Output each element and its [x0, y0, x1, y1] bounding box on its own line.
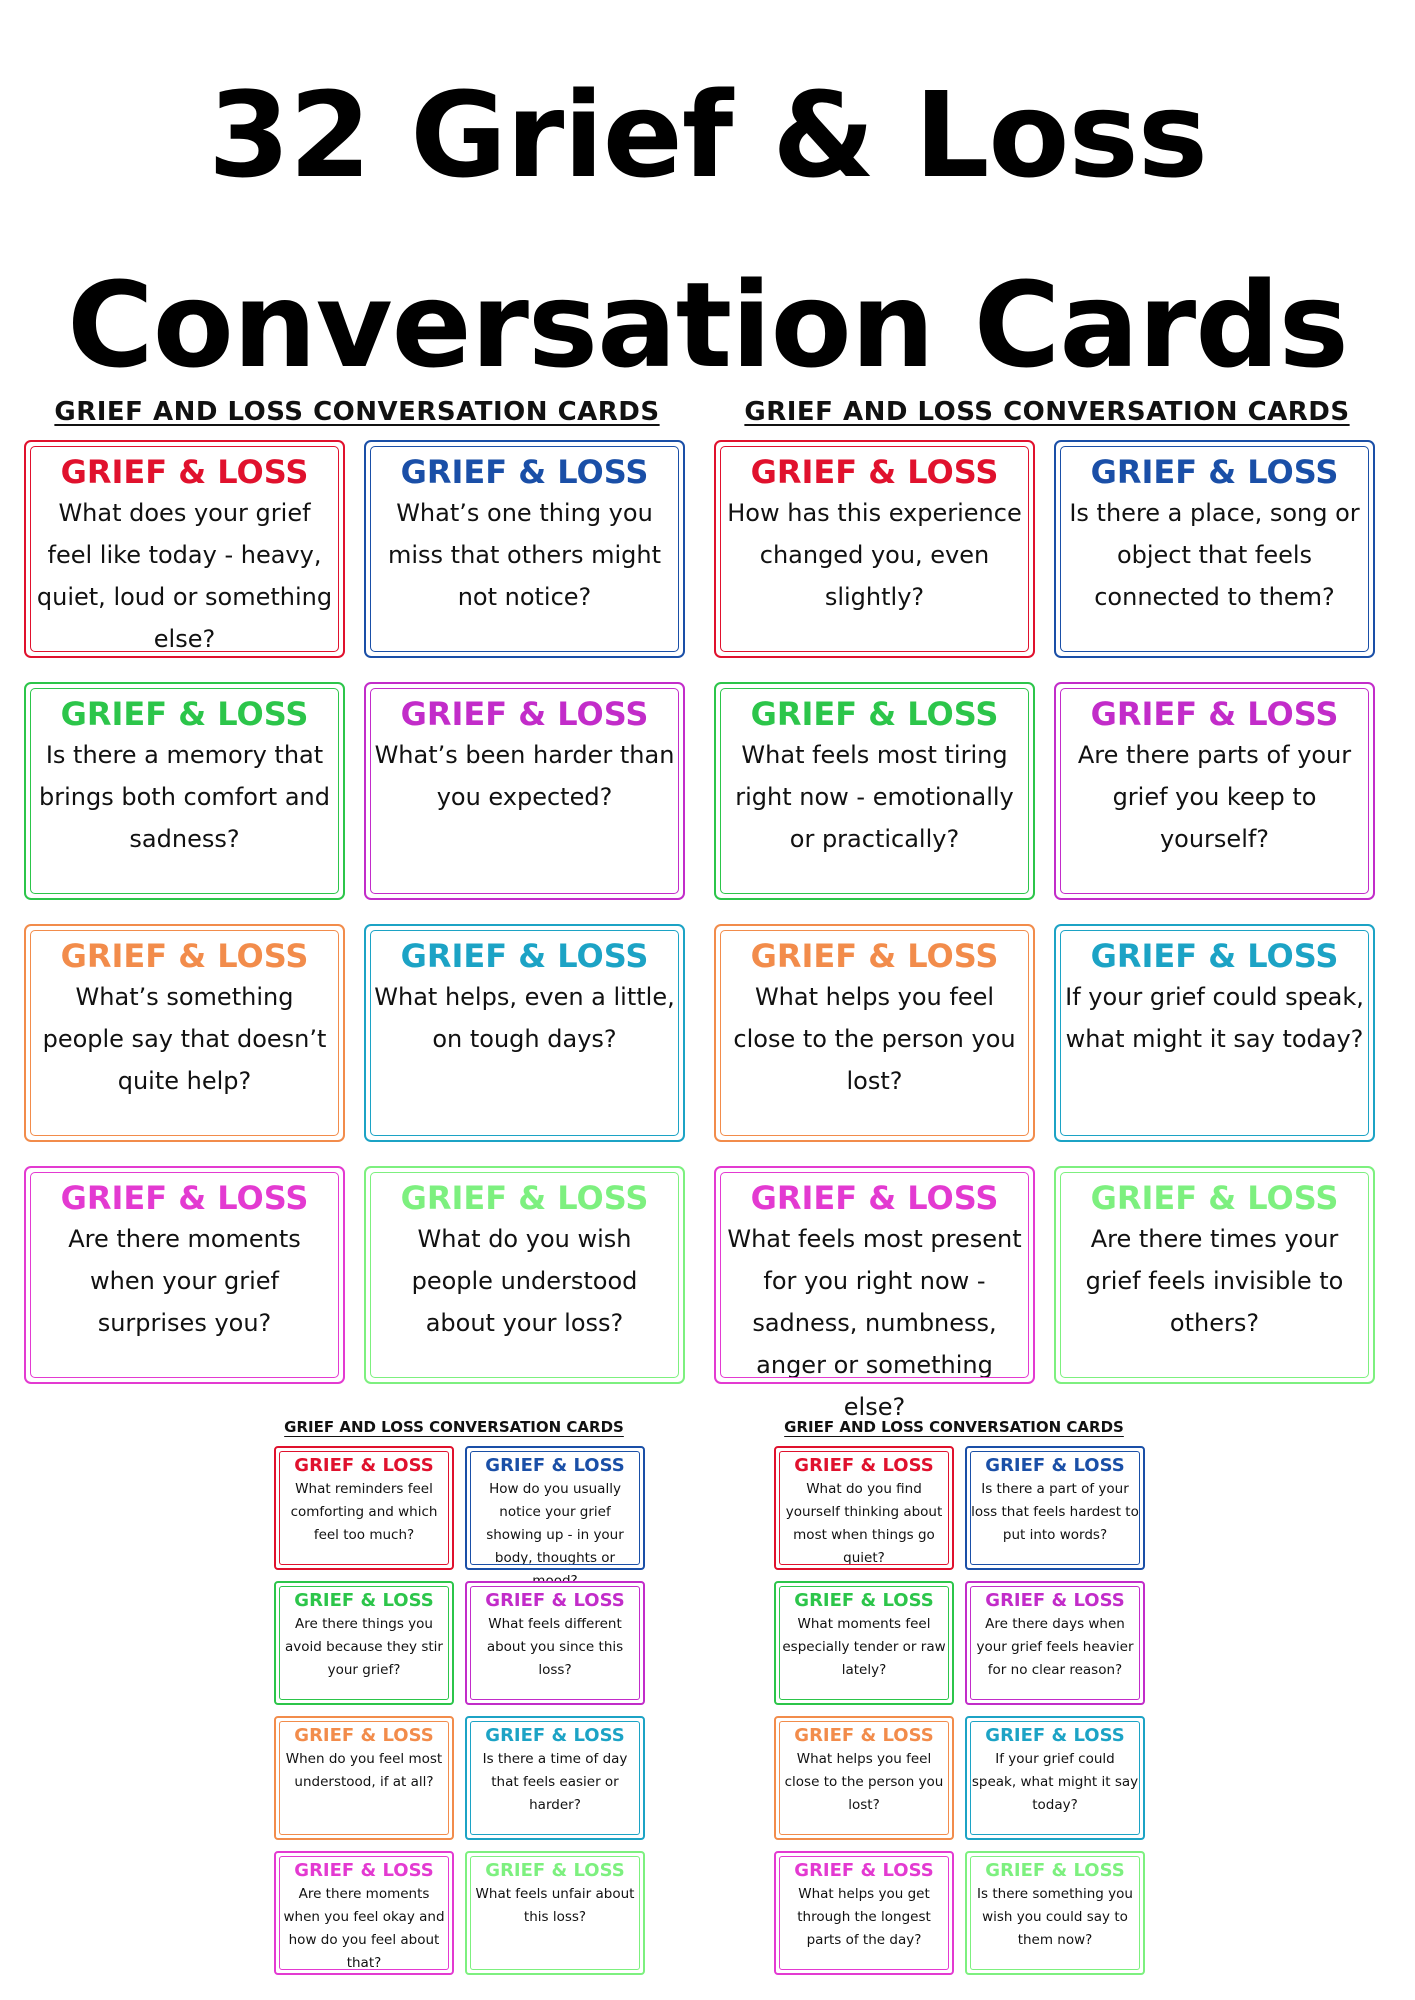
conversation-card — [364, 440, 685, 658]
conversation-card — [1054, 1166, 1375, 1384]
card-grid — [774, 1446, 1139, 1975]
conversation-card — [965, 1851, 1145, 1975]
card-question: What reminders feel comforting and which feel too much? — [290, 1481, 438, 1543]
conversation-card — [24, 682, 345, 900]
card-title: GRIEF & LOSS — [294, 1590, 434, 1611]
card-title: GRIEF & LOSS — [1090, 1179, 1339, 1217]
card-question: What do you find yourself thinking about most when things go quiet? — [785, 1481, 943, 1566]
card-question: If your grief could speak, what might it say today? — [1065, 983, 1364, 1053]
conversation-card — [774, 1716, 954, 1840]
conversation-card — [465, 1446, 645, 1570]
card-question: Is there something you wish you could say to them now? — [977, 1886, 1133, 1948]
card-title: GRIEF & LOSS — [294, 1725, 434, 1746]
card-question: Are there times your grief feels invisible to others? — [1085, 1225, 1344, 1337]
conversation-card — [24, 1166, 345, 1384]
conversation-card — [24, 440, 345, 658]
sheet-heading: GRIEF AND LOSS CONVERSATION CARDS — [284, 1418, 624, 1436]
page-title — [0, 40, 1415, 420]
conversation-card — [965, 1716, 1145, 1840]
conversation-card — [714, 682, 1035, 900]
card-question: What’s one thing you miss that others might not notice? — [387, 499, 662, 611]
card-title: GRIEF & LOSS — [60, 695, 309, 733]
conversation-card — [714, 924, 1035, 1142]
card-title: GRIEF & LOSS — [1090, 937, 1339, 975]
conversation-card — [1054, 924, 1375, 1142]
conversation-card — [965, 1446, 1145, 1570]
card-title: GRIEF & LOSS — [1090, 453, 1339, 491]
card-question: What helps, even a little, on tough days? — [374, 983, 675, 1053]
card-title: GRIEF & LOSS — [1090, 695, 1339, 733]
card-title: GRIEF & LOSS — [794, 1590, 934, 1611]
card-sheet-4 — [779, 1413, 1139, 1975]
card-question: Are there moments when your grief surprises you? — [68, 1225, 301, 1337]
conversation-card — [274, 1581, 454, 1705]
sheet-heading: GRIEF AND LOSS CONVERSATION CARDS — [784, 1418, 1124, 1436]
card-title: GRIEF & LOSS — [485, 1725, 625, 1746]
sheet-heading: GRIEF AND LOSS CONVERSATION CARDS — [744, 397, 1350, 427]
conversation-card — [274, 1446, 454, 1570]
card-question: Is there a time of day that feels easier or harder? — [482, 1751, 628, 1813]
conversation-card — [364, 682, 685, 900]
card-title: GRIEF & LOSS — [794, 1860, 934, 1881]
card-question: Are there moments when you feel okay and how do you feel about that? — [283, 1886, 445, 1971]
card-question: What feels unfair about this loss? — [475, 1886, 635, 1925]
card-title: GRIEF & LOSS — [60, 937, 309, 975]
card-question: Are there things you avoid because they stir your grief? — [285, 1616, 443, 1678]
card-question: What do you wish people understood about your loss? — [411, 1225, 638, 1337]
card-question: What does your grief feel like today - heavy, quiet, loud or something else? — [36, 499, 333, 653]
conversation-card — [774, 1581, 954, 1705]
card-question: Is there a memory that brings both comfort and sadness? — [39, 741, 330, 853]
card-question: When do you feel most understood, if at all? — [285, 1751, 443, 1790]
card-title: GRIEF & LOSS — [750, 695, 999, 733]
card-grid — [24, 440, 690, 1384]
card-question: What’s something people say that doesn’t quite help? — [42, 983, 327, 1095]
card-title: GRIEF & LOSS — [400, 937, 649, 975]
card-title: GRIEF & LOSS — [60, 453, 309, 491]
conversation-card — [1054, 440, 1375, 658]
card-title: GRIEF & LOSS — [985, 1860, 1125, 1881]
conversation-card — [274, 1716, 454, 1840]
conversation-card — [1054, 682, 1375, 900]
card-question: Is there a place, song or object that feels connected to them? — [1069, 499, 1360, 611]
conversation-card — [364, 1166, 685, 1384]
card-question: What moments feel especially tender or raw lately? — [782, 1616, 946, 1678]
card-question: Are there days when your grief feels heavier for no clear reason? — [976, 1616, 1134, 1678]
card-title: GRIEF & LOSS — [750, 937, 999, 975]
card-title: GRIEF & LOSS — [60, 1179, 309, 1217]
conversation-card — [364, 924, 685, 1142]
conversation-card — [465, 1851, 645, 1975]
card-question: What feels most tiring right now - emotionally or practically? — [735, 741, 1014, 853]
card-title: GRIEF & LOSS — [985, 1455, 1125, 1476]
card-title: GRIEF & LOSS — [485, 1590, 625, 1611]
card-title: GRIEF & LOSS — [400, 453, 649, 491]
card-title: GRIEF & LOSS — [985, 1590, 1125, 1611]
card-title: GRIEF & LOSS — [294, 1455, 434, 1476]
card-question: What helps you feel close to the person you lost? — [733, 983, 1016, 1095]
conversation-card — [714, 440, 1035, 658]
card-sheet-2 — [714, 394, 1380, 1421]
card-question: How do you usually notice your grief showing up - in your body, thoughts or — [486, 1481, 624, 1566]
conversation-card — [774, 1446, 954, 1570]
sheet-heading: GRIEF AND LOSS CONVERSATION CARDS — [54, 397, 660, 427]
card-question: Is there a part of your loss that feels hardest to put into words? — [971, 1481, 1139, 1543]
conversation-card — [965, 1581, 1145, 1705]
card-grid — [714, 440, 1380, 1421]
conversation-card — [774, 1851, 954, 1975]
conversation-card — [24, 924, 345, 1142]
card-question: What helps you get through the longest parts of the day? — [797, 1886, 931, 1948]
card-sheet-1 — [24, 394, 690, 1384]
card-title: GRIEF & LOSS — [400, 1179, 649, 1217]
page-title-line-1: 32 Grief & Loss — [208, 66, 1207, 204]
card-title: GRIEF & LOSS — [794, 1725, 934, 1746]
conversation-card — [465, 1581, 645, 1705]
card-title: GRIEF & LOSS — [294, 1860, 434, 1881]
conversation-card — [465, 1716, 645, 1840]
card-question: How has this experience changed you, even slightly? — [727, 499, 1022, 611]
conversation-card — [714, 1166, 1035, 1421]
card-question: What feels most present for you right now - sadness, numbness, anger or something else? — [727, 1225, 1022, 1421]
conversation-card — [274, 1851, 454, 1975]
card-question: What helps you feel close to the person you lost? — [784, 1751, 944, 1813]
page-title-line-2: Conversation Cards — [67, 256, 1348, 394]
card-question: What’s been harder than you expected? — [374, 741, 675, 811]
card-question: What feels different about you since this loss? — [486, 1616, 624, 1678]
card-title: GRIEF & LOSS — [985, 1725, 1125, 1746]
card-title: GRIEF & LOSS — [750, 453, 999, 491]
card-title: GRIEF & LOSS — [485, 1860, 625, 1881]
card-question: Are there parts of your grief you keep to yourself? — [1077, 741, 1352, 853]
card-title: GRIEF & LOSS — [485, 1455, 625, 1476]
card-title: GRIEF & LOSS — [750, 1179, 999, 1217]
card-sheet-3 — [279, 1413, 635, 1975]
card-title: GRIEF & LOSS — [400, 695, 649, 733]
card-grid — [274, 1446, 635, 1975]
card-question: If your grief could speak, what might it say today? — [971, 1751, 1139, 1813]
card-title: GRIEF & LOSS — [794, 1455, 934, 1476]
